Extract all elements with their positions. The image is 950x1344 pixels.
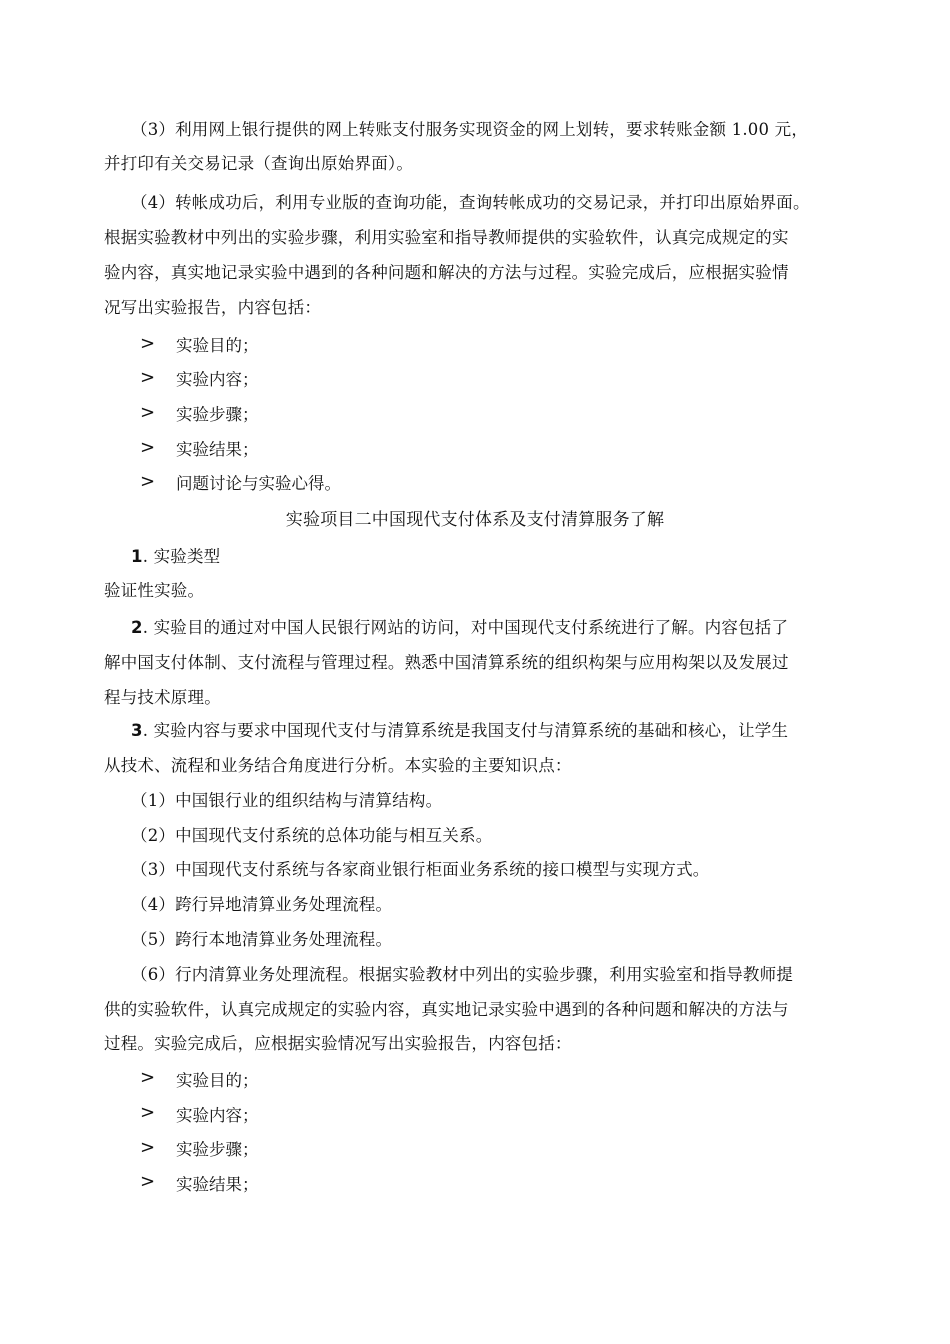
list-item: 实验内容； <box>176 1106 259 1125</box>
section-1-heading <box>131 547 852 567</box>
knowledge-point-5: （5）跨行本地清算业务处理流程。 <box>131 930 393 949</box>
list-item: 问题讨论与实验心得。 <box>176 474 341 493</box>
list-item: 实验结果； <box>176 440 259 459</box>
bullet-arrow-icon: > <box>140 402 156 423</box>
section-1-number: 1 <box>131 547 143 566</box>
list-item: 实验结果； <box>176 1175 259 1194</box>
paragraph-3-line-2: 并打印有关交易记录（查询出原始界面）。 <box>104 154 414 173</box>
paragraph-4-line-4: 况写出实验报告，内容包括： <box>104 298 322 317</box>
knowledge-point-6-line-1: （6）行内清算业务处理流程。根据实验教材中列出的实验步骤，利用实验室和指导教师提 <box>131 965 793 984</box>
knowledge-point-1: （1）中国银行业的组织结构与清算结构。 <box>131 791 443 810</box>
bullet-arrow-icon: > <box>140 1067 156 1088</box>
bullet-arrow-icon: > <box>140 1102 156 1123</box>
paragraph-3-line-1: （3）利用网上银行提供的网上转账支付服务实现资金的网上划转，要求转账金额 1.00 元， <box>131 120 809 139</box>
knowledge-point-3: （3）中国现代支付系统与各家商业银行柜面业务系统的接口模型与实现方式。 <box>131 860 710 879</box>
section-2-number: 2 <box>131 618 143 637</box>
bullet-arrow-icon: > <box>140 1137 156 1158</box>
knowledge-point-6-line-2: 供的实验软件，认真完成规定的实验内容，真实地记录实验中遇到的各种问题和解决的方法与 <box>104 1000 789 1019</box>
bullet-arrow-icon: > <box>140 367 156 388</box>
section-2-line-3: 程与技术原理。 <box>104 688 221 707</box>
section-3-line-1 <box>131 721 852 741</box>
section-1-body: 验证性实验。 <box>104 581 205 600</box>
list-item: 实验目的； <box>176 336 259 355</box>
section-2-text: . 实验目的通过对中国人民银行网站的访问，对中国现代支付系统进行了解。内容包括了 <box>142 618 789 637</box>
knowledge-point-2: （2）中国现代支付系统的总体功能与相互关系。 <box>131 826 493 845</box>
bullet-arrow-icon: > <box>140 471 156 492</box>
list-item: 实验步骤； <box>176 1140 259 1159</box>
section-2-line-1 <box>131 618 852 638</box>
paragraph-4-line-1: （4）转帐成功后，利用专业版的查询功能，查询转帐成功的交易记录，并打印出原始界面。 <box>131 193 810 212</box>
section-3-text: . 实验内容与要求中国现代支付与清算系统是我国支付与清算系统的基础和核心，让学生 <box>142 721 789 740</box>
section-3-number: 3 <box>131 721 143 740</box>
paragraph-4-line-3: 验内容，真实地记录实验中遇到的各种问题和解决的方法与过程。实验完成后，应根据实验情 <box>104 263 789 282</box>
section-3-line-2: 从技术、流程和业务结合角度进行分析。本实验的主要知识点： <box>104 756 572 775</box>
bullet-arrow-icon: > <box>140 1171 156 1192</box>
knowledge-point-6-line-3: 过程。实验完成后，应根据实验情况写出实验报告，内容包括： <box>104 1034 572 1053</box>
list-item: 实验内容； <box>176 370 259 389</box>
list-item: 实验步骤； <box>176 405 259 424</box>
paragraph-4-line-2: 根据实验教材中列出的实验步骤，利用实验室和指导教师提供的实验软件，认真完成规定的实 <box>104 228 789 247</box>
bullet-arrow-icon: > <box>140 333 156 354</box>
section-1-label: . 实验类型 <box>142 547 221 566</box>
section-2-line-2: 解中国支付体制、支付流程与管理过程。熟悉中国清算系统的组织构架与应用构架以及发展过 <box>104 653 789 672</box>
bullet-arrow-icon: > <box>140 437 156 458</box>
section-title: 实验项目二中国现代支付体系及支付清算服务了解 <box>285 510 665 530</box>
list-item: 实验目的； <box>176 1071 259 1090</box>
knowledge-point-4: （4）跨行异地清算业务处理流程。 <box>131 895 393 914</box>
